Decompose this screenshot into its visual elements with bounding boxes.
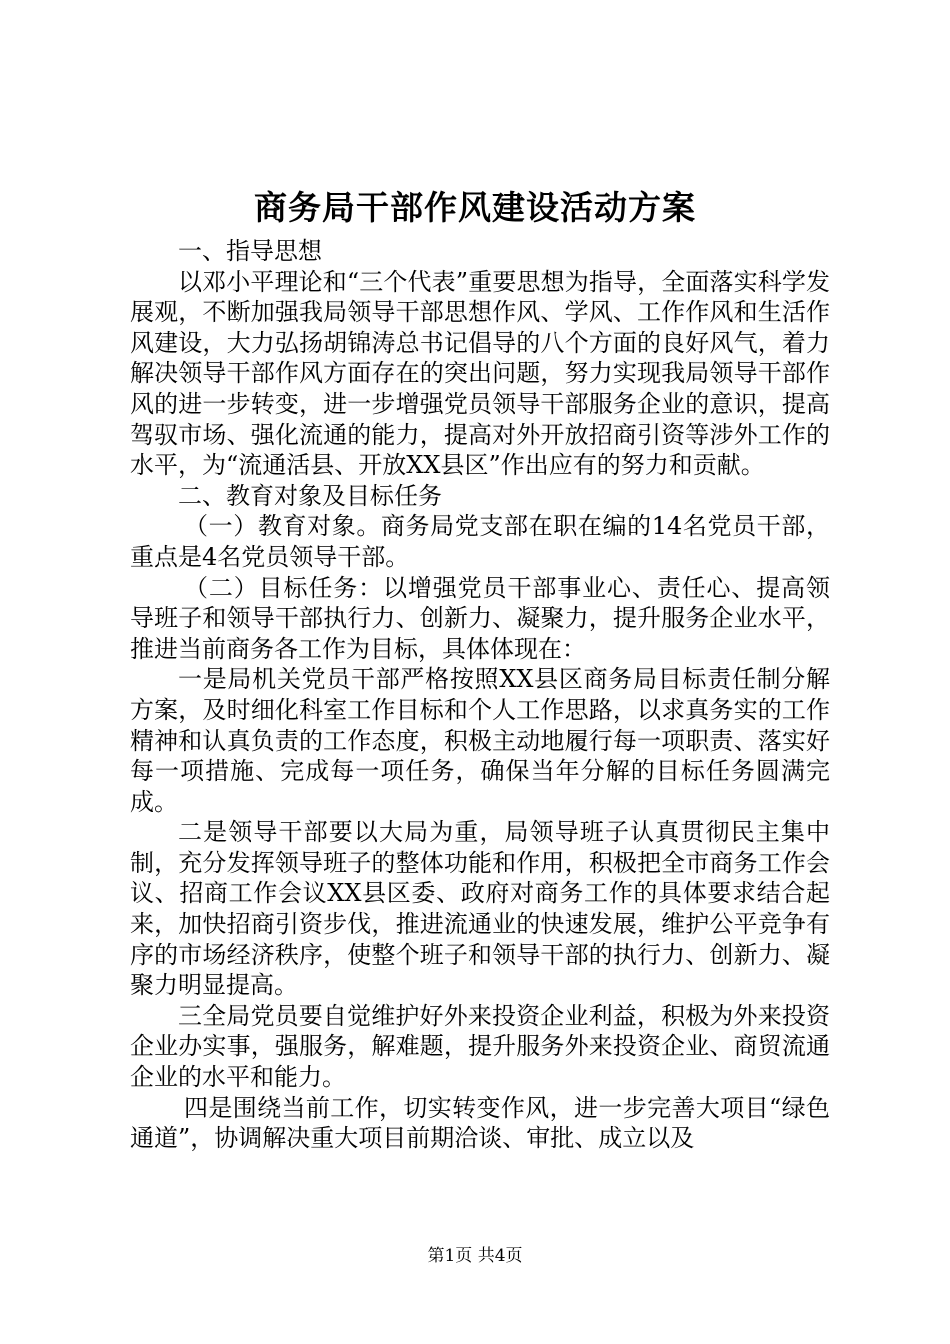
paragraph-point-one: 一是局机关党员干部严格按照XX县区商务局目标责任制分解方案，及时细化科室工作目标和个人工作思路，以求真务实的工作精神和认真负责的工作态度，积极主动地履行每一项职责、落实好每一项措施、完成每一项任务，确保当年分解的目标任务圆满完成。 — [130, 665, 830, 816]
paragraph-education-objects: （一）教育对象。商务局党支部在职在编的14名党员干部，重点是4名党员领导干部。 — [130, 512, 830, 571]
paragraph-guiding-thought: 以邓小平理论和“三个代表”重要思想为指导，全面落实科学发展观，不断加强我局领导干部思想作风、学风、工作作风和生活作风建设，大力弘扬胡锦涛总书记倡导的八个方面的良好风气，着力解决领导干部作风方面存在的突出问题，努力实现我局领导干部作风的进一步转变，进一步增强党员领导干部服务企业的意识，提高驾驭市场、强化流通的能力，提高对外开放招商引资等涉外工作的水平，为“流通活县、开放XX县区”作出应有的努力和贡献。 — [130, 267, 830, 480]
paragraph-point-two: 二是领导干部要以大局为重，局领导班子认真贯彻民主集中制，充分发挥领导班子的整体功能和作用，积极把全市商务工作会议、招商工作会议XX县区委、政府对商务工作的具体要求结合起来，加快招商引资步伐，推进流通业的快速发展，维护公平竞争有序的市场经济秩序，使整个班子和领导干部的执行力、创新力、凝聚力明显提高。 — [130, 818, 830, 1000]
page-number-footer: 第1页 共4页 — [427, 1246, 523, 1266]
paragraph-point-four: 四是围绕当前工作，切实转变作风，进一步完善大项目“绿色通道”，协调解决重大项目前期洽谈、审批、成立以及 — [130, 1093, 830, 1153]
document-title: 商务局干部作风建设活动方案 — [254, 188, 696, 227]
paragraph-point-three: 三全局党员要自觉维护好外来投资企业利益，积极为外来投资企业办实事，强服务，解难题，提升服务外来投资企业、商贸流通企业的水平和能力。 — [130, 1001, 830, 1092]
section-heading-targets: 二、教育对象及目标任务 — [178, 481, 442, 510]
section-heading-guiding-thought: 一、指导思想 — [178, 237, 322, 265]
paragraph-goal-tasks: （二）目标任务：以增强党员干部事业心、责任心、提高领导班子和领导干部执行力、创新力、凝聚力，提升服务企业水平，推进当前商务各工作为目标，具体体现在： — [130, 573, 830, 663]
document-body — [130, 236, 830, 1154]
